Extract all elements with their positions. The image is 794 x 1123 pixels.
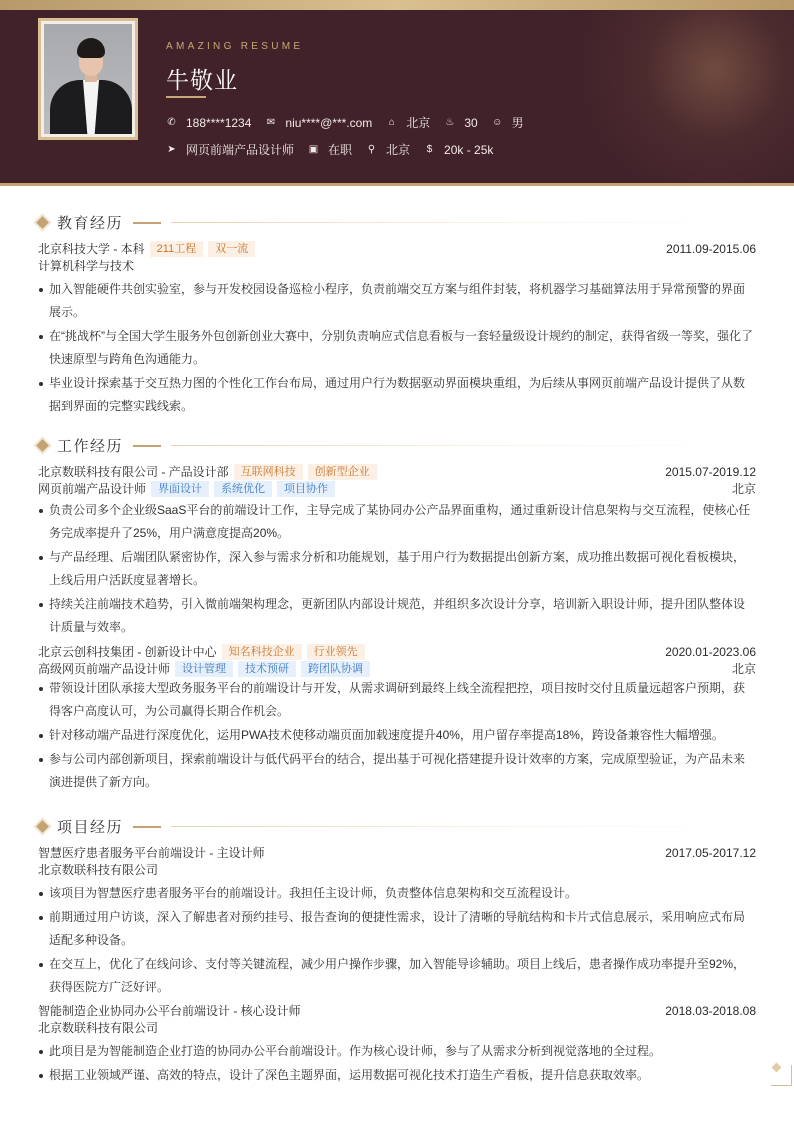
section-title: 工作经历	[57, 438, 124, 455]
school-tag: 211工程	[150, 241, 204, 257]
status-item: ▣ 在职	[308, 143, 353, 157]
location-icon: ⚲	[367, 144, 376, 155]
target-role-item: ➤ 网页前端产品设计师	[167, 143, 295, 157]
skill-tag: 设计管理	[175, 661, 233, 677]
job-role: 高级网页前端产品设计师	[38, 662, 171, 676]
school-name: 北京科技大学 - 本科	[38, 242, 145, 256]
avatar	[38, 18, 138, 140]
project-entry	[38, 844, 756, 1000]
major: 计算机科学与技术	[38, 259, 135, 273]
job-role: 网页前端产品设计师	[38, 482, 147, 496]
project-company: 北京数联科技有限公司	[38, 863, 159, 877]
work-section-header	[34, 435, 724, 456]
list-item: 在交互上，优化了在线问诊、支付等关键流程，减少用户操作步骤，加入智能导诊辅助。项目上线后，患者操作成功率提升至92%，获得医院方广泛好评。	[38, 953, 756, 999]
list-item: 此项目是为智能制造企业打造的协同办公平台前端设计。作为核心设计师，参与了从需求分析到视觉落地的全过程。	[38, 1040, 756, 1063]
resume-header	[0, 10, 794, 186]
home-icon: ⌂	[388, 117, 395, 128]
top-gold-strip	[0, 0, 794, 10]
list-item: 负责公司多个企业级SaaS平台的前端设计工作，主导完成了某协同办公产品界面重构，通过重新设计信息架构与交互流程，使核心任务完成率提升了25%，用户满意度提高20%。	[38, 499, 756, 545]
profile-photo	[44, 24, 132, 134]
company-name: 北京云创科技集团 - 创新设计中心	[38, 645, 217, 659]
project-bullets	[38, 1040, 756, 1087]
list-item: 在“挑战杯”与全国大学生服务外包创新创业大赛中，分别负责响应式信息看板与一套轻量级设计规约的制定，获得省级一等奖，强化了快速原型与跨角色沟通能力。	[38, 325, 756, 371]
company-tag: 知名科技企业	[222, 644, 302, 660]
section-title: 教育经历	[57, 215, 124, 232]
list-item: 根据工业领域严谨、高效的特点，设计了深色主题界面，运用数据可视化技术打造生产看板，提升信息获取效率。	[38, 1064, 756, 1087]
project-bullets	[38, 882, 756, 999]
list-item: 与产品经理、后端团队紧密协作，深入参与需求分析和功能规划，基于用户行为数据提出创新方案，成功推出数据可视化看板模块，上线后用户活跃度显著增长。	[38, 546, 756, 592]
company-tag: 创新型企业	[308, 464, 377, 480]
list-item: 参与公司内部创新项目，探索前端设计与低代码平台的结合，提出基于可视化搭建提升设计效率的方案，完成原型验证，为产品未来演进提供了新方向。	[38, 748, 756, 794]
corner-ornament	[771, 1065, 792, 1086]
contact-row	[166, 114, 538, 131]
target-city-item: ⚲ 北京	[367, 143, 411, 157]
skill-tag: 项目协作	[277, 481, 335, 497]
list-item: 前期通过用户访谈，深入了解患者对预约挂号、报告查询的便捷性需求，设计了清晰的导航结构和卡片式信息展示，采用响应式布局适配多种设备。	[38, 906, 756, 952]
mail-icon: ✉	[266, 117, 276, 128]
name-underline	[166, 96, 206, 98]
project-name: 智能制造企业协同办公平台前端设计 - 核心设计师	[38, 1004, 301, 1018]
skill-tag: 跨团队协调	[301, 661, 370, 677]
job-date: 2020.01-2023.06	[665, 644, 756, 659]
age-item: ♨ 30	[445, 115, 478, 130]
project-date: 2017.05-2017.12	[665, 845, 756, 860]
brand-label: AMAZING RESUME	[166, 41, 304, 52]
gender-item: ☺ 男	[492, 116, 524, 130]
education-entry	[38, 240, 756, 419]
job-city: 北京	[731, 482, 756, 496]
phone-icon: ✆	[167, 117, 176, 128]
diamond-icon	[36, 216, 49, 229]
list-item: 针对移动端产品进行深度优化，运用PWA技术使移动端页面加载速度提升40%，用户留存率提高18%，跨设备兼容性大幅增强。	[38, 724, 756, 747]
hometown-item: ⌂ 北京	[386, 114, 430, 131]
job-city: 北京	[731, 662, 756, 676]
skill-tag: 系统优化	[214, 481, 272, 497]
diamond-icon	[36, 820, 49, 833]
list-item: 带领设计团队承接大型政务服务平台的前端设计与开发，从需求调研到最终上线全流程把控，项目按时交付且质量远超客户预期，获得客户高度认可，为公司赢得长期合作机会。	[38, 677, 756, 723]
list-item: 毕业设计探索基于交互热力图的个性化工作台布局，通过用户行为数据驱动界面模块重组，为后续从事网页前端产品设计提供了从数据到界面的完整实践线索。	[38, 372, 756, 418]
salary-icon: $	[426, 144, 433, 155]
project-name: 智慧医疗患者服务平台前端设计 - 主设计师	[38, 846, 265, 860]
email-item: ✉ niu****@***.com	[266, 115, 373, 130]
phone-item: ✆ 188****1234	[167, 115, 252, 130]
project-section-header	[34, 816, 724, 837]
cake-icon: ♨	[445, 117, 455, 128]
education-date: 2011.09-2015.06	[666, 241, 756, 256]
gender-icon: ☺	[492, 117, 503, 128]
list-item: 持续关注前端技术趋势，引入微前端架构理念，更新团队内部设计规范，并组织多次设计分享，培训新入职设计师，提升团队整体设计质量与效率。	[38, 593, 756, 639]
list-item: 该项目为智慧医疗患者服务平台的前端设计。我担任主设计师，负责整体信息架构和交互流程设计。	[38, 882, 756, 905]
job-date: 2015.07-2019.12	[665, 464, 756, 479]
company-name: 北京数联科技有限公司 - 产品设计部	[38, 465, 229, 479]
project-entry	[38, 1002, 756, 1088]
diamond-icon	[36, 439, 49, 452]
school-tag: 双一流	[208, 241, 255, 257]
section-title: 项目经历	[57, 819, 124, 836]
job-bullets	[38, 677, 756, 794]
job-intent-row	[166, 141, 507, 158]
education-bullets	[38, 278, 756, 418]
skill-tag: 界面设计	[151, 481, 209, 497]
briefcase-icon: ▣	[308, 144, 319, 155]
project-date: 2018.03-2018.08	[665, 1003, 756, 1018]
education-section-header	[34, 212, 724, 233]
candidate-name: 牛敬业	[166, 67, 238, 93]
list-item: 加入智能硬件共创实验室，参与开发校园设备巡检小程序，负责前端交互方案与组件封装，将机器学习基础算法用于异常预警的界面展示。	[38, 278, 756, 324]
job-bullets	[38, 499, 756, 639]
work-entry	[38, 643, 756, 795]
company-tag: 互联网科技	[234, 464, 303, 480]
send-icon: ➤	[167, 144, 176, 155]
company-tag: 行业领先	[307, 644, 365, 660]
work-entry	[38, 463, 756, 640]
skill-tag: 技术预研	[238, 661, 296, 677]
salary-item: $ 20k - 25k	[424, 143, 493, 157]
project-company: 北京数联科技有限公司	[38, 1021, 159, 1035]
